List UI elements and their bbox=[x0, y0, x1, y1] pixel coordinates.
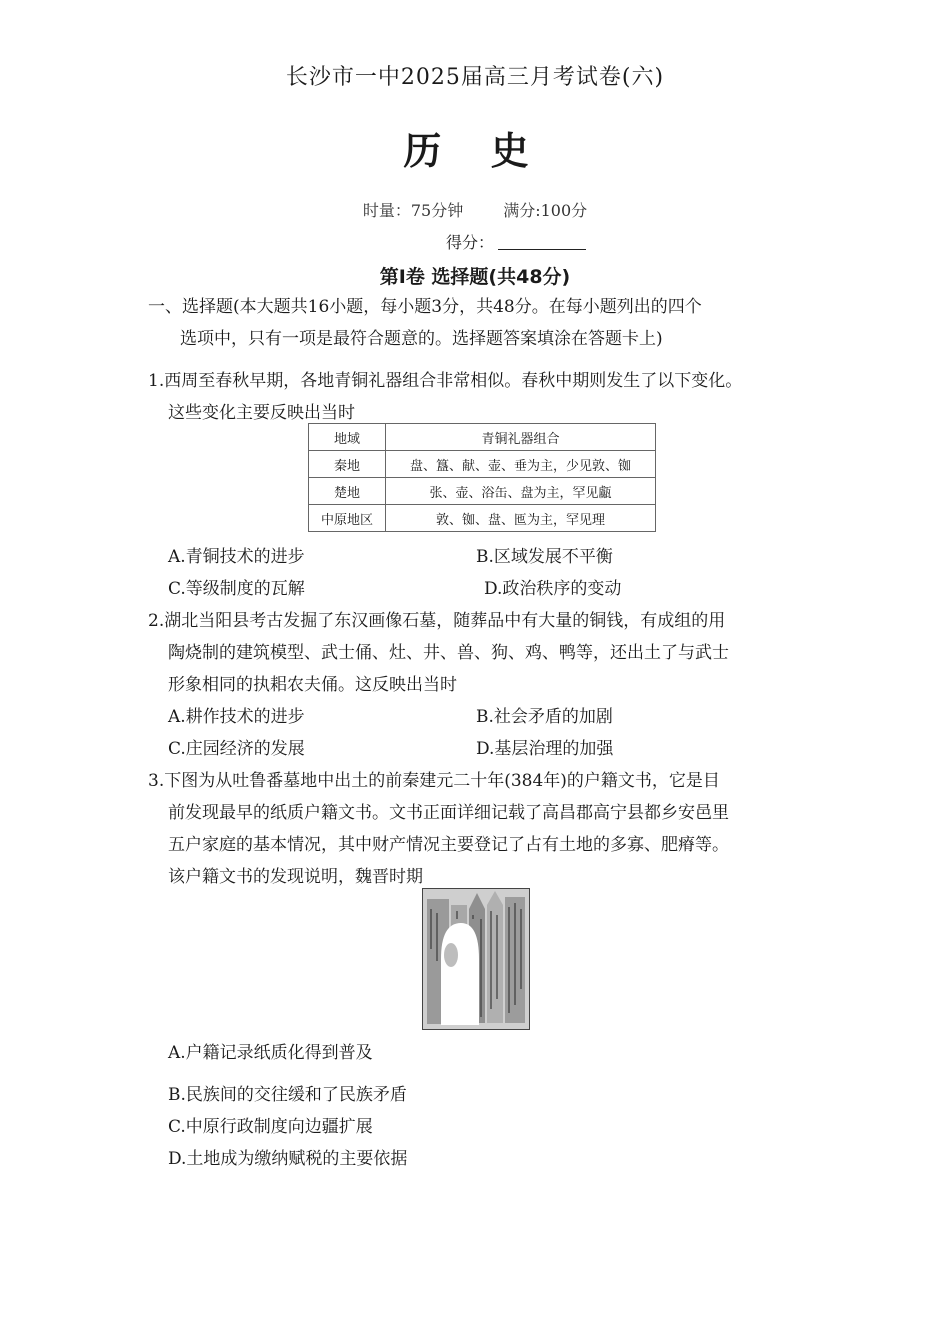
q1-option-a: A.青铜技术的进步 bbox=[168, 547, 305, 567]
q3-option-b: B.民族间的交往缓和了民族矛盾 bbox=[168, 1085, 407, 1105]
table-header-region: 地域 bbox=[309, 424, 386, 451]
q1-option-d: D.政治秩序的变动 bbox=[484, 579, 622, 599]
q2-stem-line-2: 陶烧制的建筑模型、武士俑、灶、井、兽、狗、鸡、鸭等，还出土了与武士 bbox=[168, 643, 729, 663]
q2-stem-line-1: 2.湖北当阳县考古发掘了东汉画像石墓，随葬品中有大量的铜钱，有成组的用 bbox=[148, 611, 726, 631]
table-cell-combination: 张、壶、浴缶、盘为主，罕见甗 bbox=[386, 478, 656, 505]
score-blank bbox=[498, 235, 586, 250]
time-limit: 时量：75分钟 bbox=[362, 201, 464, 220]
table-cell-region: 秦地 bbox=[309, 451, 386, 478]
exam-title: 长沙市一中2025届高三月考试卷(六) bbox=[285, 65, 665, 90]
table-cell-region: 楚地 bbox=[309, 478, 386, 505]
subject-title: 历 史 bbox=[403, 129, 547, 173]
table-cell-region: 中原地区 bbox=[309, 505, 386, 532]
exam-meta bbox=[0, 198, 950, 221]
q3-option-a: A.户籍记录纸质化得到普及 bbox=[168, 1043, 373, 1063]
q2-stem-line-3: 形象相同的执耜农夫俑。这反映出当时 bbox=[168, 675, 457, 695]
table-row bbox=[309, 451, 656, 478]
full-score: 满分:100分 bbox=[503, 201, 588, 220]
manuscript-image bbox=[423, 889, 529, 1029]
table-cell-combination: 盘、簋、献、壶、垂为主，少见敦、铷 bbox=[386, 451, 656, 478]
q1-option-c: C.等级制度的瓦解 bbox=[168, 579, 305, 599]
household-register-photo bbox=[422, 888, 530, 1030]
score-field bbox=[446, 230, 586, 253]
table-header-combination: 青铜礼器组合 bbox=[386, 424, 656, 451]
q1-stem-line-1: 1.西周至春秋早期，各地青铜礼器组合非常相似。春秋中期则发生了以下变化。 bbox=[148, 371, 743, 391]
instructions-line-1: 一、选择题(本大题共16小题，每小题3分，共48分。在每小题列出的四个 bbox=[148, 297, 702, 317]
table-header-row bbox=[309, 424, 656, 451]
q3-option-d: D.土地成为缴纳赋税的主要依据 bbox=[168, 1149, 408, 1169]
q2-option-b: B.社会矛盾的加剧 bbox=[476, 707, 613, 727]
table-row bbox=[309, 478, 656, 505]
q1-stem-line-2: 这些变化主要反映出当时 bbox=[168, 403, 355, 423]
score-label: 得分： bbox=[446, 233, 495, 252]
part-title: 第Ⅰ卷 选择题(共48分) bbox=[379, 266, 571, 288]
q2-option-c: C.庄园经济的发展 bbox=[168, 739, 305, 759]
q3-stem-line-4: 该户籍文书的发现说明，魏晋时期 bbox=[168, 867, 423, 887]
instructions-line-2: 选项中，只有一项是最符合题意的。选择题答案填涂在答题卡上) bbox=[180, 329, 663, 349]
bronze-vessel-table bbox=[308, 423, 656, 532]
q3-stem-line-2: 前发现最早的纸质户籍文书。文书正面详细记载了高昌郡高宁县都乡安邑里 bbox=[168, 803, 729, 823]
q3-stem-line-3: 五户家庭的基本情况，其中财产情况主要登记了占有土地的多寡、肥瘠等。 bbox=[168, 835, 729, 855]
q2-option-d: D.基层治理的加强 bbox=[476, 739, 614, 759]
table-row bbox=[309, 505, 656, 532]
q2-option-a: A.耕作技术的进步 bbox=[168, 707, 305, 727]
table-cell-combination: 敦、铷、盘、匜为主，罕见理 bbox=[386, 505, 656, 532]
q3-option-c: C.中原行政制度向边疆扩展 bbox=[168, 1117, 373, 1137]
q3-stem-line-1: 3.下图为从吐鲁番墓地中出土的前秦建元二十年(384年)的户籍文书，它是目 bbox=[148, 771, 720, 791]
q1-option-b: B.区域发展不平衡 bbox=[476, 547, 613, 567]
